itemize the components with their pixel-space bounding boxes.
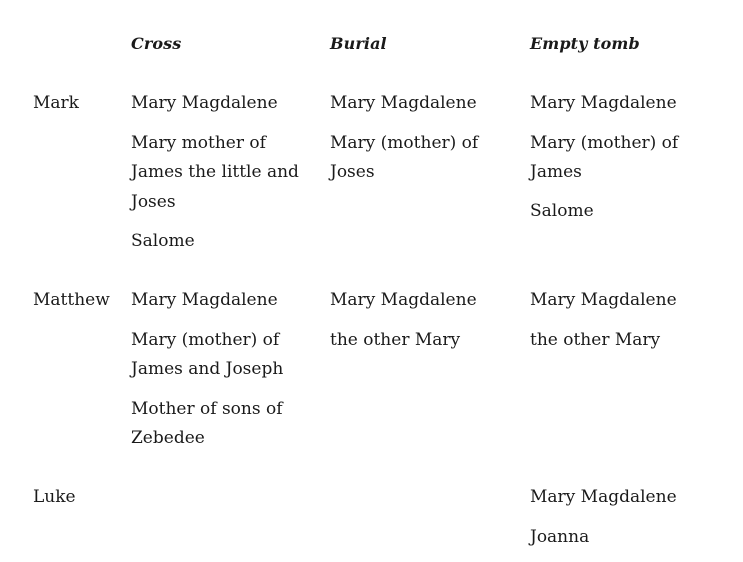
list-item: the other Mary [330, 329, 461, 350]
matthew-burial-cell [330, 286, 505, 365]
list-item: the other Mary [530, 329, 661, 350]
list-item: Mary Magdalene [330, 93, 477, 113]
column-header-empty-tomb: Empty tomb [530, 34, 640, 53]
matthew-cross-cell [131, 286, 306, 464]
list-item: Mary Magdalene [131, 93, 278, 113]
list-item: Mary (mother) of Joses [330, 132, 479, 182]
list-item: Mary Magdalene [530, 93, 677, 113]
mark-cross-cell [131, 89, 306, 267]
column-header-cross: Cross [131, 34, 182, 53]
list-item: Mary Magdalene [330, 290, 477, 310]
row-label-matthew: Matthew [33, 290, 110, 310]
column-header-burial: Burial [330, 34, 387, 53]
list-item: Mary (mother) of James and Joseph [131, 329, 284, 379]
luke-empty-tomb-cell [530, 483, 705, 562]
row-label-mark: Mark [33, 93, 79, 113]
matthew-empty-tomb-cell [530, 286, 705, 365]
list-item: Mary Magdalene [131, 290, 278, 310]
list-item: Mary Magdalene [530, 487, 677, 507]
mark-burial-cell [330, 89, 505, 198]
list-item: Mother of sons of Zebedee [131, 398, 283, 448]
list-item: Salome [131, 231, 195, 251]
list-item: Joanna [530, 526, 590, 547]
mark-empty-tomb-cell [530, 89, 705, 236]
list-item: Mary mother of James the little and Joses [131, 132, 299, 212]
list-item: Salome [530, 200, 594, 221]
list-item: Mary (mother) of James [530, 132, 679, 182]
row-label-luke: Luke [33, 487, 76, 507]
list-item: Mary Magdalene [530, 290, 677, 310]
